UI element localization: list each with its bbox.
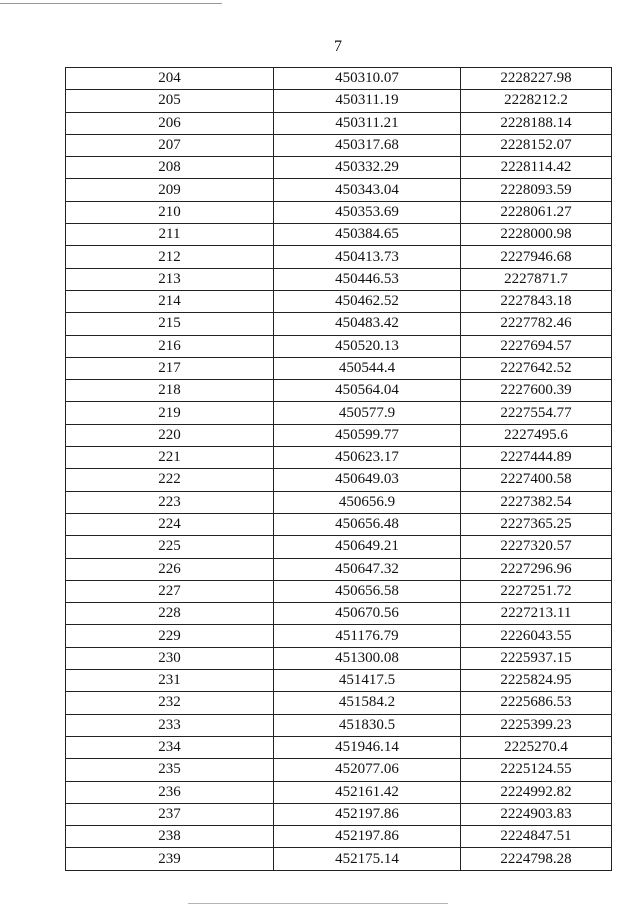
- x-coordinate-cell: 450647.32: [274, 558, 461, 580]
- x-coordinate-cell: 450670.56: [274, 603, 461, 625]
- x-coordinate-cell: 450520.13: [274, 335, 461, 357]
- table-row: [66, 491, 612, 513]
- x-coordinate-cell: 450649.21: [274, 536, 461, 558]
- table-row: [66, 692, 612, 714]
- y-coordinate-cell: 2228061.27: [461, 201, 612, 223]
- y-coordinate-cell: 2227213.11: [461, 603, 612, 625]
- x-coordinate-cell: 451300.08: [274, 647, 461, 669]
- table-row: [66, 112, 612, 134]
- y-coordinate-cell: 2227320.57: [461, 536, 612, 558]
- point-number-cell: 235: [66, 759, 274, 781]
- table-row: [66, 781, 612, 803]
- x-coordinate-cell: 450310.07: [274, 68, 461, 90]
- point-number-cell: 219: [66, 402, 274, 424]
- point-number-cell: 236: [66, 781, 274, 803]
- table-row: [66, 848, 612, 870]
- y-coordinate-cell: 2228152.07: [461, 134, 612, 156]
- x-coordinate-cell: 451946.14: [274, 736, 461, 758]
- point-number-cell: 217: [66, 357, 274, 379]
- x-coordinate-cell: 451584.2: [274, 692, 461, 714]
- y-coordinate-cell: 2225399.23: [461, 714, 612, 736]
- x-coordinate-cell: 452161.42: [274, 781, 461, 803]
- x-coordinate-cell: 450656.9: [274, 491, 461, 513]
- y-coordinate-cell: 2228093.59: [461, 179, 612, 201]
- y-coordinate-cell: 2227495.6: [461, 424, 612, 446]
- y-coordinate-cell: 2227554.77: [461, 402, 612, 424]
- table-row: [66, 424, 612, 446]
- table-row: [66, 179, 612, 201]
- x-coordinate-cell: 450599.77: [274, 424, 461, 446]
- point-number-cell: 227: [66, 580, 274, 602]
- table-row: [66, 670, 612, 692]
- point-number-cell: 239: [66, 848, 274, 870]
- y-coordinate-cell: 2225270.4: [461, 736, 612, 758]
- y-coordinate-cell: 2228227.98: [461, 68, 612, 90]
- point-number-cell: 231: [66, 670, 274, 692]
- x-coordinate-cell: 451417.5: [274, 670, 461, 692]
- point-number-cell: 234: [66, 736, 274, 758]
- y-coordinate-cell: 2227642.52: [461, 357, 612, 379]
- x-coordinate-cell: 452197.86: [274, 803, 461, 825]
- y-coordinate-cell: 2227694.57: [461, 335, 612, 357]
- point-number-cell: 221: [66, 447, 274, 469]
- y-coordinate-cell: 2224798.28: [461, 848, 612, 870]
- y-coordinate-cell: 2225686.53: [461, 692, 612, 714]
- y-coordinate-cell: 2227365.25: [461, 513, 612, 535]
- point-number-cell: 226: [66, 558, 274, 580]
- point-number-cell: 216: [66, 335, 274, 357]
- table-row: [66, 736, 612, 758]
- x-coordinate-cell: 450462.52: [274, 290, 461, 312]
- table-row: [66, 268, 612, 290]
- scan-edge-line-top: [0, 3, 222, 4]
- y-coordinate-cell: 2227296.96: [461, 558, 612, 580]
- point-number-cell: 212: [66, 246, 274, 268]
- point-number-cell: 204: [66, 68, 274, 90]
- point-number-cell: 238: [66, 826, 274, 848]
- table-row: [66, 224, 612, 246]
- y-coordinate-cell: 2225937.15: [461, 647, 612, 669]
- point-number-cell: 220: [66, 424, 274, 446]
- table-row: [66, 580, 612, 602]
- x-coordinate-cell: 452077.06: [274, 759, 461, 781]
- y-coordinate-cell: 2228000.98: [461, 224, 612, 246]
- point-number-cell: 228: [66, 603, 274, 625]
- point-number-cell: 211: [66, 224, 274, 246]
- point-number-cell: 209: [66, 179, 274, 201]
- point-number-cell: 210: [66, 201, 274, 223]
- table-row: [66, 380, 612, 402]
- point-number-cell: 207: [66, 134, 274, 156]
- table-row: [66, 157, 612, 179]
- x-coordinate-cell: 450544.4: [274, 357, 461, 379]
- point-number-cell: 223: [66, 491, 274, 513]
- x-coordinate-cell: 450577.9: [274, 402, 461, 424]
- x-coordinate-cell: 452197.86: [274, 826, 461, 848]
- point-number-cell: 232: [66, 692, 274, 714]
- table-row: [66, 246, 612, 268]
- point-number-cell: 225: [66, 536, 274, 558]
- table-row: [66, 558, 612, 580]
- scan-edge-line-bottom: [188, 903, 448, 904]
- y-coordinate-cell: 2228188.14: [461, 112, 612, 134]
- x-coordinate-cell: 450317.68: [274, 134, 461, 156]
- y-coordinate-cell: 2224903.83: [461, 803, 612, 825]
- table-row: [66, 625, 612, 647]
- point-number-cell: 222: [66, 469, 274, 491]
- table-row: [66, 402, 612, 424]
- x-coordinate-cell: 450311.19: [274, 90, 461, 112]
- point-number-cell: 229: [66, 625, 274, 647]
- x-coordinate-cell: 452175.14: [274, 848, 461, 870]
- y-coordinate-cell: 2225824.95: [461, 670, 612, 692]
- table-row: [66, 469, 612, 491]
- table-row: [66, 714, 612, 736]
- table-row: [66, 759, 612, 781]
- y-coordinate-cell: 2227871.7: [461, 268, 612, 290]
- x-coordinate-cell: 450649.03: [274, 469, 461, 491]
- table-row: [66, 603, 612, 625]
- table-row: [66, 803, 612, 825]
- table-row: [66, 513, 612, 535]
- x-coordinate-cell: 450353.69: [274, 201, 461, 223]
- x-coordinate-cell: 450343.04: [274, 179, 461, 201]
- table-row: [66, 201, 612, 223]
- point-number-cell: 230: [66, 647, 274, 669]
- point-number-cell: 205: [66, 90, 274, 112]
- y-coordinate-cell: 2225124.55: [461, 759, 612, 781]
- table-row: [66, 536, 612, 558]
- table-row: [66, 290, 612, 312]
- x-coordinate-cell: 450311.21: [274, 112, 461, 134]
- table-row: [66, 134, 612, 156]
- y-coordinate-cell: 2224847.51: [461, 826, 612, 848]
- table-row: [66, 357, 612, 379]
- y-coordinate-cell: 2227251.72: [461, 580, 612, 602]
- table-row: [66, 447, 612, 469]
- y-coordinate-cell: 2227400.58: [461, 469, 612, 491]
- y-coordinate-cell: 2227600.39: [461, 380, 612, 402]
- table-row: [66, 647, 612, 669]
- x-coordinate-cell: 450564.04: [274, 380, 461, 402]
- point-number-cell: 215: [66, 313, 274, 335]
- x-coordinate-cell: 450656.48: [274, 513, 461, 535]
- coordinate-table: [65, 67, 612, 871]
- page-number: 7: [334, 38, 342, 55]
- point-number-cell: 208: [66, 157, 274, 179]
- x-coordinate-cell: 450623.17: [274, 447, 461, 469]
- point-number-cell: 224: [66, 513, 274, 535]
- x-coordinate-cell: 450483.42: [274, 313, 461, 335]
- y-coordinate-cell: 2226043.55: [461, 625, 612, 647]
- y-coordinate-cell: 2227782.46: [461, 313, 612, 335]
- x-coordinate-cell: 450656.58: [274, 580, 461, 602]
- point-number-cell: 218: [66, 380, 274, 402]
- x-coordinate-cell: 450384.65: [274, 224, 461, 246]
- table-row: [66, 90, 612, 112]
- coordinate-table-body: [66, 68, 612, 871]
- table-row: [66, 335, 612, 357]
- x-coordinate-cell: 450446.53: [274, 268, 461, 290]
- x-coordinate-cell: 450413.73: [274, 246, 461, 268]
- point-number-cell: 233: [66, 714, 274, 736]
- point-number-cell: 206: [66, 112, 274, 134]
- table-row: [66, 826, 612, 848]
- y-coordinate-cell: 2227843.18: [461, 290, 612, 312]
- x-coordinate-cell: 451830.5: [274, 714, 461, 736]
- point-number-cell: 213: [66, 268, 274, 290]
- table-row: [66, 68, 612, 90]
- table-row: [66, 313, 612, 335]
- y-coordinate-cell: 2227444.89: [461, 447, 612, 469]
- x-coordinate-cell: 451176.79: [274, 625, 461, 647]
- y-coordinate-cell: 2224992.82: [461, 781, 612, 803]
- point-number-cell: 214: [66, 290, 274, 312]
- x-coordinate-cell: 450332.29: [274, 157, 461, 179]
- y-coordinate-cell: 2228212.2: [461, 90, 612, 112]
- y-coordinate-cell: 2227946.68: [461, 246, 612, 268]
- y-coordinate-cell: 2228114.42: [461, 157, 612, 179]
- y-coordinate-cell: 2227382.54: [461, 491, 612, 513]
- point-number-cell: 237: [66, 803, 274, 825]
